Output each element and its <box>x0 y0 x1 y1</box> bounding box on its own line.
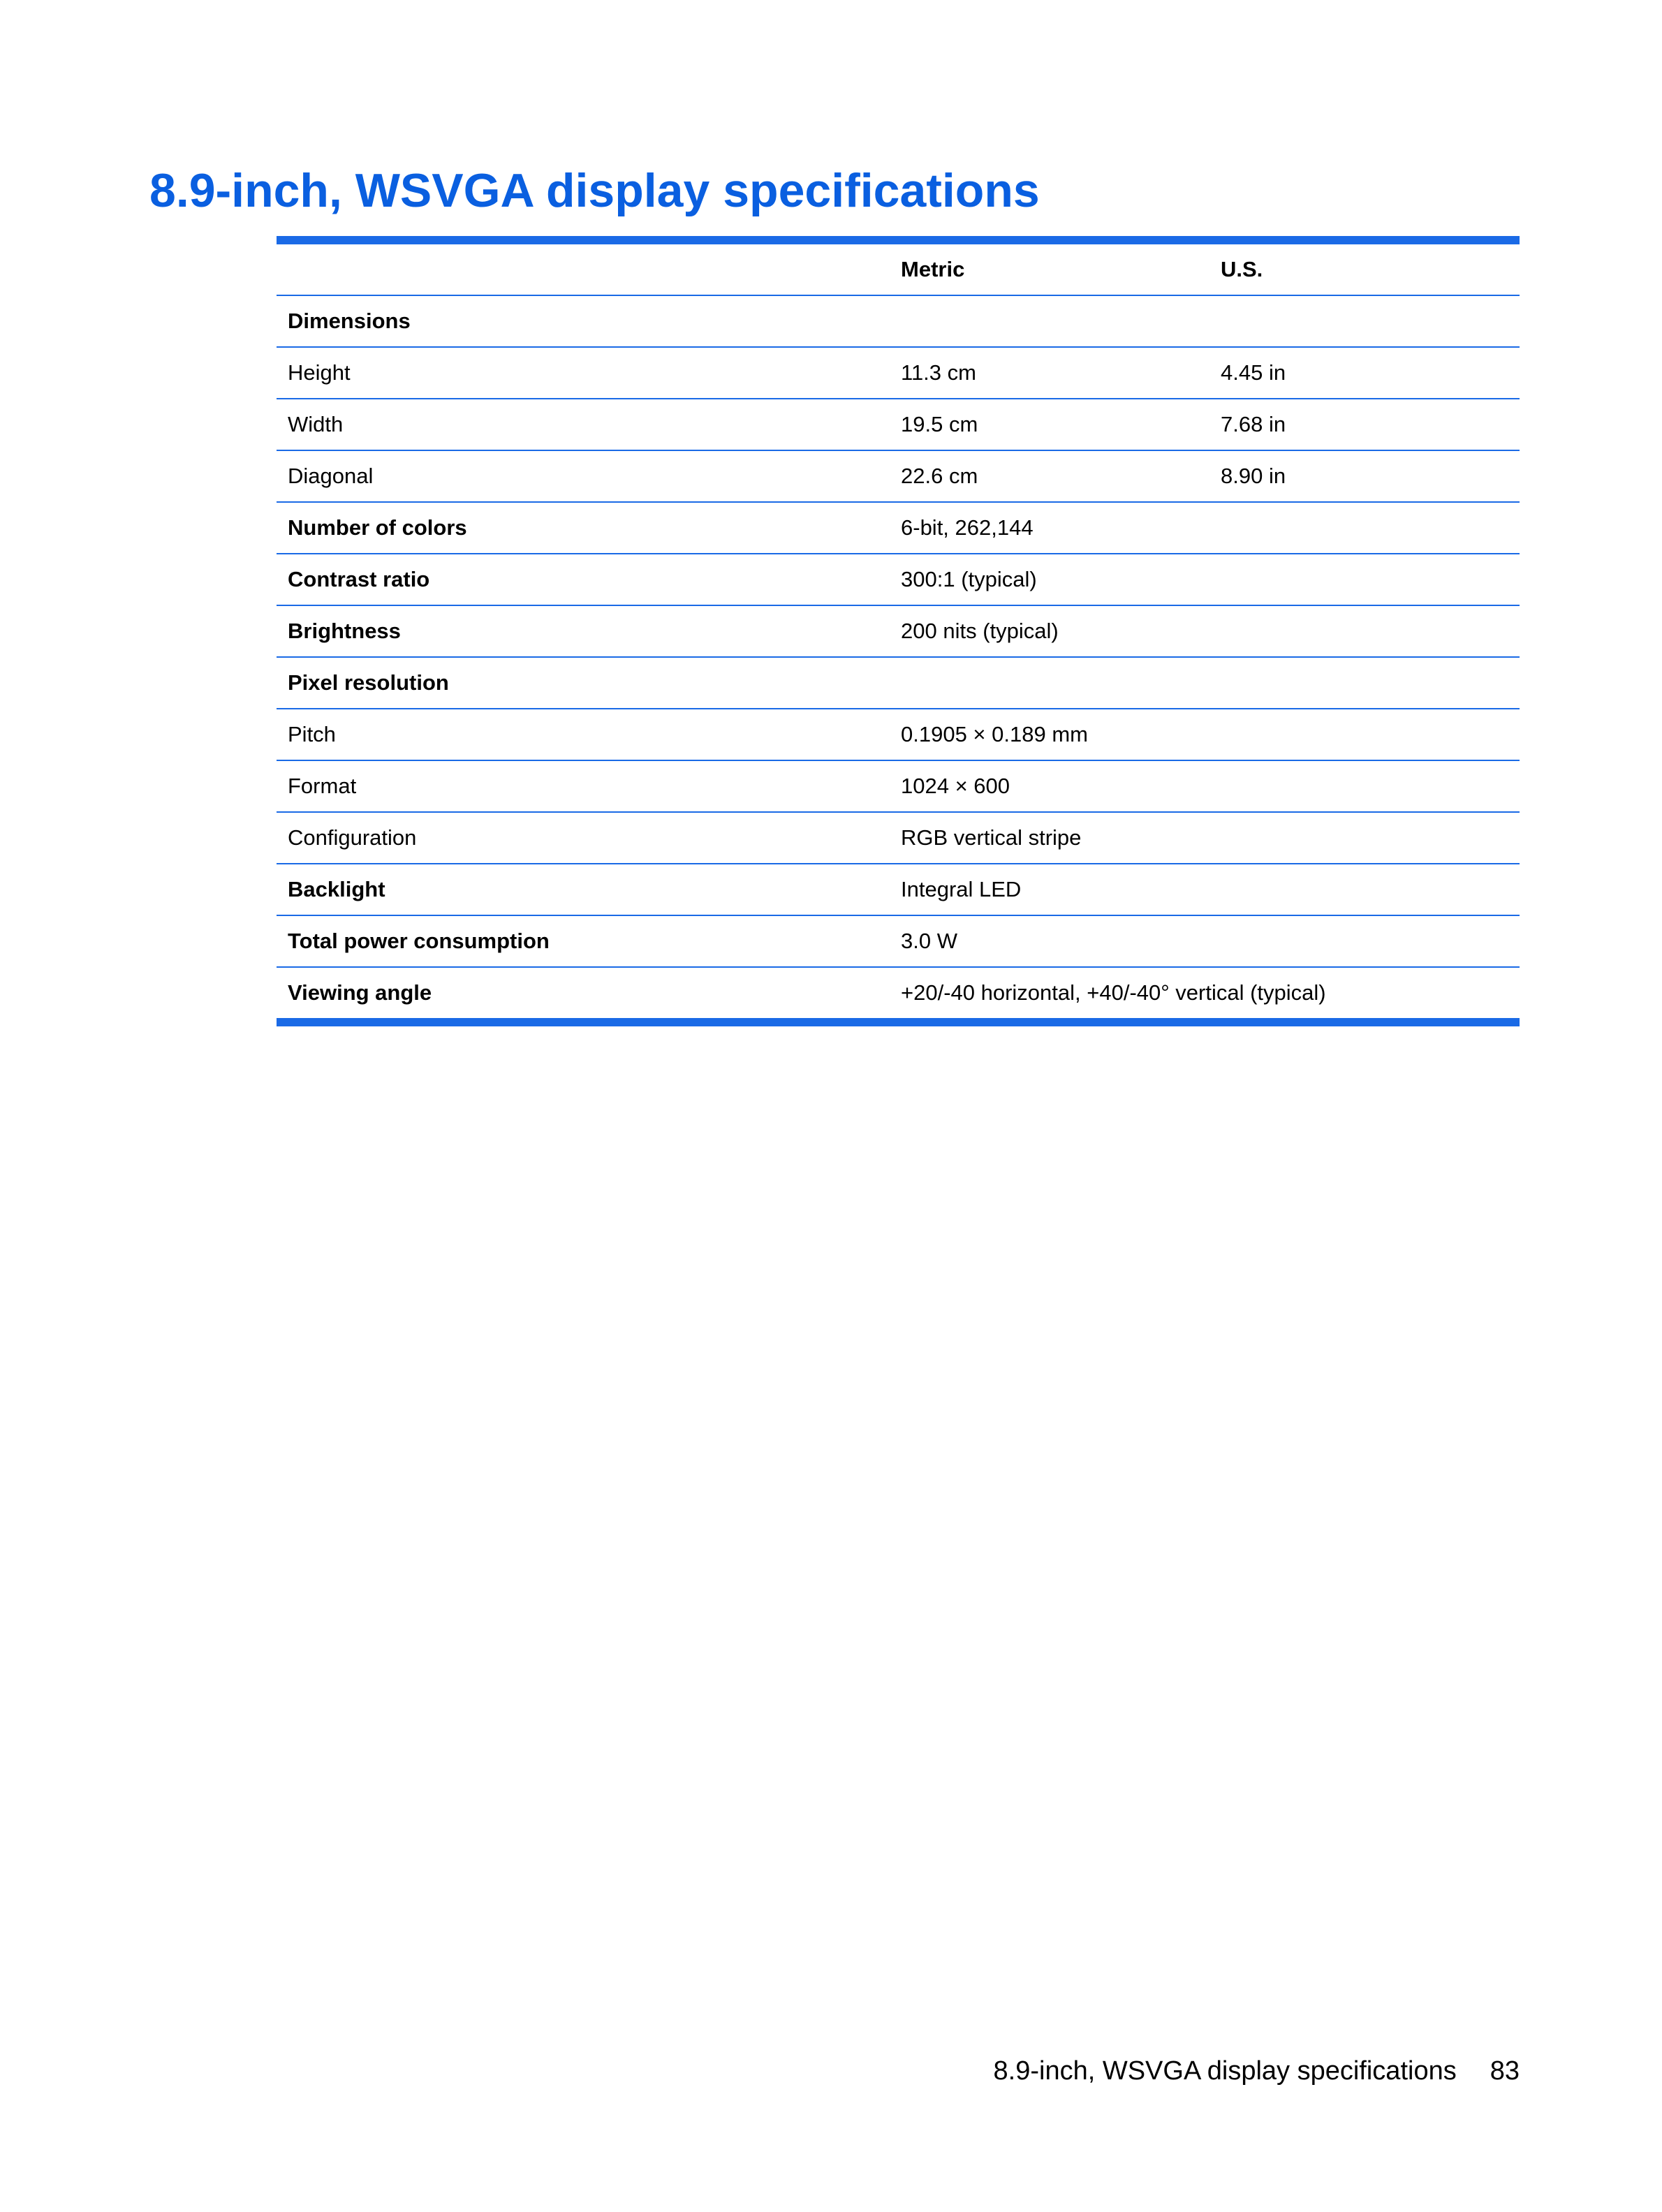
spec-label: Viewing angle <box>288 980 432 1005</box>
spec-metric-value: +20/-40 horizontal, +40/-40° vertical (typical) <box>901 980 1326 1005</box>
footer-title: 8.9-inch, WSVGA display specifications <box>993 2056 1457 2086</box>
spec-metric-value: 1024 × 600 <box>890 760 1209 812</box>
spec-metric-value <box>890 657 1209 709</box>
header-us: U.S. <box>1209 240 1520 295</box>
spec-us-value <box>1209 657 1520 709</box>
spec-metric-value: 3.0 W <box>890 915 1209 967</box>
table-row <box>277 554 1520 605</box>
table-row <box>277 347 1520 399</box>
page-title: 8.9-inch, WSVGA display specifications <box>149 164 1040 217</box>
spec-label: Configuration <box>277 812 890 864</box>
spec-metric-value: 11.3 cm <box>890 347 1209 399</box>
header-label <box>277 240 890 295</box>
spec-us-value: 4.45 in <box>1209 347 1520 399</box>
spec-us-value <box>1209 915 1520 967</box>
spec-us-value <box>1209 812 1520 864</box>
spec-us-value <box>1209 295 1520 347</box>
spec-us-value <box>1209 554 1520 605</box>
spec-metric-value: 22.6 cm <box>890 450 1209 502</box>
spec-us-value <box>1209 709 1520 760</box>
spec-label: Contrast ratio <box>277 554 890 605</box>
spec-label: Pixel resolution <box>277 657 890 709</box>
spec-label: Dimensions <box>277 295 890 347</box>
spec-metric-value <box>890 295 1209 347</box>
table-row <box>277 760 1520 812</box>
table-row <box>277 709 1520 760</box>
spec-label: Number of colors <box>277 502 890 554</box>
table-body <box>277 295 1520 1022</box>
table-header <box>277 240 1520 295</box>
table-row <box>277 399 1520 450</box>
table-row <box>277 657 1520 709</box>
spec-us-value <box>1209 502 1520 554</box>
table-row <box>277 812 1520 864</box>
spec-us-value: 8.90 in <box>1209 450 1520 502</box>
spec-label: Brightness <box>277 605 890 657</box>
table-header-row <box>277 240 1520 295</box>
page-footer <box>994 2054 1520 2088</box>
spec-metric-value: 0.1905 × 0.189 mm <box>890 709 1209 760</box>
page-number: 83 <box>1490 2056 1520 2086</box>
spec-label: Backlight <box>277 864 890 915</box>
table-row <box>277 295 1520 347</box>
spec-metric-value: 200 nits (typical) <box>890 605 1209 657</box>
spec-metric-value: 300:1 (typical) <box>890 554 1209 605</box>
table-row <box>277 605 1520 657</box>
table-row <box>277 864 1520 915</box>
spec-us-value <box>1209 864 1520 915</box>
spec-metric-value: RGB vertical stripe <box>890 812 1209 864</box>
table-row <box>277 915 1520 967</box>
spec-label: Pitch <box>277 709 890 760</box>
display-specifications-table <box>277 236 1520 1026</box>
table-row <box>277 502 1520 554</box>
spec-label: Format <box>277 760 890 812</box>
spec-label: Diagonal <box>277 450 890 502</box>
spec-label: Width <box>277 399 890 450</box>
spec-us-value <box>1209 760 1520 812</box>
header-metric: Metric <box>890 240 1209 295</box>
table-row <box>277 450 1520 502</box>
spec-metric-value: 6-bit, 262,144 <box>890 502 1209 554</box>
spec-metric-value: 19.5 cm <box>890 399 1209 450</box>
table-row <box>277 967 1520 1022</box>
spec-label: Height <box>277 347 890 399</box>
spec-label: Total power consumption <box>277 915 890 967</box>
spec-metric-value: Integral LED <box>890 864 1209 915</box>
spec-us-value <box>1209 605 1520 657</box>
spec-us-value: 7.68 in <box>1209 399 1520 450</box>
